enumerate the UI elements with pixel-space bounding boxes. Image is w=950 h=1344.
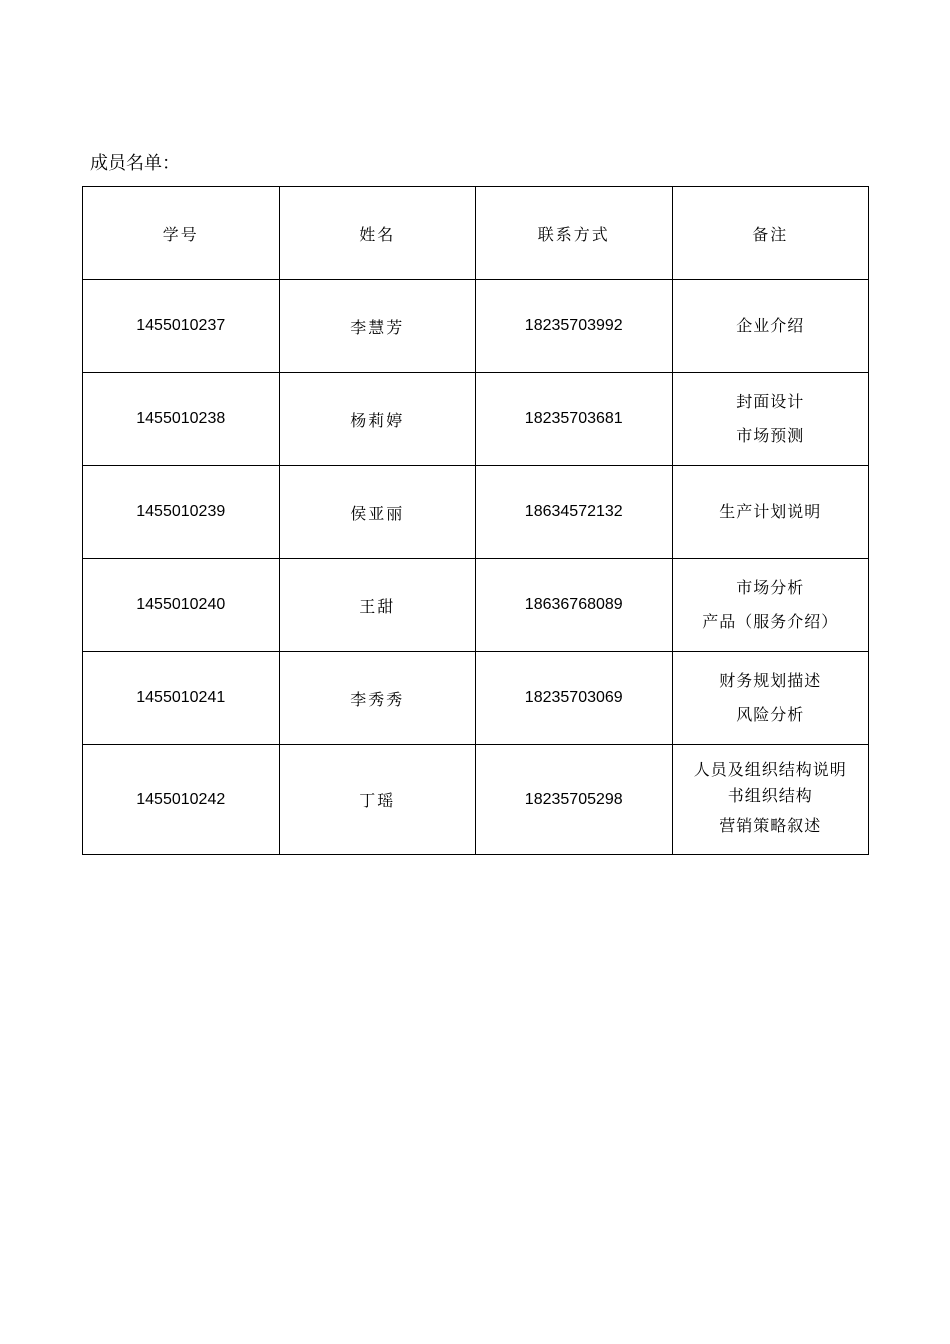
- table-row: [83, 559, 869, 652]
- table-row: [83, 652, 869, 745]
- note-line: 营销策略叙述: [719, 815, 822, 835]
- page-heading: 成员名单：: [90, 153, 180, 174]
- student-id-cell: 1455010237: [83, 280, 280, 373]
- note-line: 产品（服务介绍）: [702, 612, 839, 631]
- phone-cell: 18235705298: [476, 745, 673, 855]
- phone-cell: 18235703992: [476, 280, 673, 373]
- notes-cell: [672, 745, 869, 855]
- student-id-cell: 1455010242: [83, 745, 280, 855]
- phone-cell: 18636768089: [476, 559, 673, 652]
- header-cell-name: 姓名: [279, 187, 476, 280]
- name-cell: 侯亚丽: [279, 466, 476, 559]
- note-line: 封面设计: [736, 392, 805, 411]
- table-header-row: [83, 187, 869, 280]
- header-cell-contact: 联系方式: [476, 187, 673, 280]
- header-cell-notes: 备注: [672, 187, 869, 280]
- note-line: 人员及组织结构说明: [693, 759, 847, 779]
- header-cell-student-id: 学号: [83, 187, 280, 280]
- notes-cell: [672, 652, 869, 745]
- note-line: 企业介绍: [736, 316, 805, 335]
- name-cell: 丁瑶: [279, 745, 476, 855]
- notes-cell: [672, 373, 869, 466]
- student-id-cell: 1455010241: [83, 652, 280, 745]
- table-row: [83, 466, 869, 559]
- name-cell: 杨莉婷: [279, 373, 476, 466]
- name-cell: 李慧芳: [279, 280, 476, 373]
- student-id-cell: 1455010240: [83, 559, 280, 652]
- note-line: 书组织结构: [727, 785, 813, 805]
- note-line: 财务规划描述: [719, 671, 822, 690]
- table-row: [83, 745, 869, 855]
- notes-cell: [672, 559, 869, 652]
- phone-cell: 18235703681: [476, 373, 673, 466]
- notes-cell: [672, 280, 869, 373]
- name-cell: 王甜: [279, 559, 476, 652]
- phone-cell: 18235703069: [476, 652, 673, 745]
- note-line: 市场预测: [736, 426, 805, 445]
- table-row: [83, 280, 869, 373]
- student-id-cell: 1455010238: [83, 373, 280, 466]
- member-table: [82, 186, 869, 855]
- student-id-cell: 1455010239: [83, 466, 280, 559]
- table-row: [83, 373, 869, 466]
- note-line: 市场分析: [736, 578, 805, 597]
- note-line: 生产计划说明: [719, 502, 822, 521]
- note-line: 风险分析: [736, 705, 805, 724]
- name-cell: 李秀秀: [279, 652, 476, 745]
- notes-cell: [672, 466, 869, 559]
- phone-cell: 18634572132: [476, 466, 673, 559]
